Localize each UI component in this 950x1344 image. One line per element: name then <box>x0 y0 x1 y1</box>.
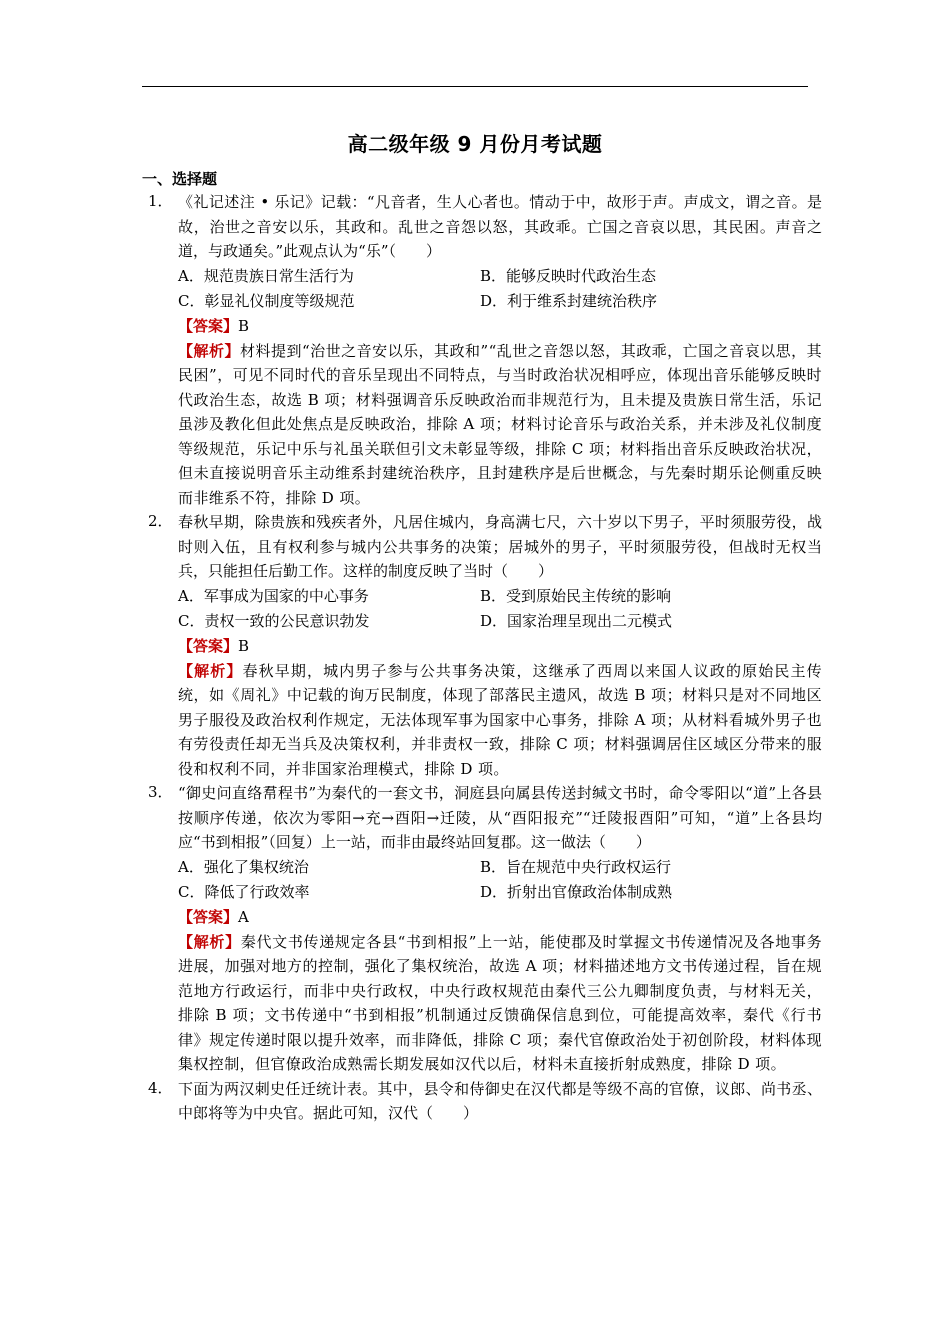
question-number: 2． <box>148 512 173 530</box>
question-number: 1． <box>148 192 173 210</box>
analysis-text: 春秋早期，城内男子参与公共事务决策，这继承了西周以来国人议政的原始民主传统，如《周礼》中记载的询万民制度，体现了部落民主遗风，故选 B 项；材料只是对不同地区男子服役及政治权利作规定，无法体现军事为国家中心事务，排除 A 项；从材料看城外男子也有劳役责任却无当兵及决策权利，并非责权一致，排除 C 项；材料强调居住区域区分带来的服役和权利不同，并非国家治理模式，排除 D 项。 <box>178 661 823 778</box>
question-1 <box>142 190 822 510</box>
section-heading: 一、选择题 <box>142 170 218 188</box>
analysis-tag: 【解析】 <box>178 661 243 680</box>
option-d: D．利于维系封建统治秩序 <box>480 291 658 310</box>
question-stem: 春秋早期，除贵族和残疾者外，凡居住城内，身高满七尺，六十岁以下男子，平时须服劳役，战时则入伍，且有权利参与城内公共事务的决策；居城外的男子，平时须服劳役，但战时无权当兵，只能担任后勤工作。这样的制度反映了当时（ ） <box>178 513 822 580</box>
question-4 <box>142 1077 822 1126</box>
answer-tag: 【答案】 <box>178 907 239 926</box>
answer-value: B <box>238 636 250 655</box>
option-d: D．国家治理呈现出二元模式 <box>480 611 673 630</box>
question-stem: 下面为两汉刺史任迁统计表。其中，县令和侍御史在汉代都是等级不高的官僚，议郎、尚书丞、中郎将等为中央官。据此可知，汉代（ ） <box>178 1079 822 1122</box>
question-2 <box>142 510 822 781</box>
question-list <box>142 190 822 1126</box>
option-c: C．责权一致的公民意识勃发 <box>178 611 370 630</box>
analysis-text: 秦代文书传递规定各县“书到相报”上一站，能使郡及时掌握文书传递情况及各地事务进展，加强对地方的控制，强化了集权统治，故选 A 项；材料描述地方文书传递过程，旨在规范地方行政运行，而非中央行政权，中央行政权规范由秦代三公九卿制度负责，与材料无关，排除 B 项；文书传递中“书到相报”机制通过反馈确保信息到位，可能提高效率，秦代《行书律》规定传递时限以提升效率，而非降低，排除 C 项；秦代官僚政治处于初创阶段，材料体现集权控制，但官僚政治成熟需长期发展如汉代以后，材料未直接折射成熟度，排除 D 项。 <box>178 932 822 1073</box>
answer-tag: 【答案】 <box>178 636 239 655</box>
option-c: C．降低了行政效率 <box>178 882 310 901</box>
answer-value: A <box>238 907 249 926</box>
analysis-paragraph <box>178 659 822 782</box>
question-stem: 《礼记述注 • 乐记》记载：“凡音者，生人心者也。情动于中，故形于声。声成文，谓之音。是故，治世之音安以乐，其政和。乱世之音怨以怒，其政乖。亡国之音哀以思，其民困。声音之道，与政通矣。”此观点认为“乐”（ ） <box>178 193 822 260</box>
option-list <box>178 264 822 314</box>
analysis-text: 材料提到“治世之音安以乐，其政和”“乱世之音怨以怒，其政乖，亡国之音哀以思，其民困”，可见不同时代的音乐呈现出不同特点，与当时政治状况相呼应，体现出音乐能够反映时代政治生态，故选 B 项；材料强调音乐反映政治而非规范行为，且未提及贵族日常生活，乐记虽涉及教化但此处焦点是反映政治，排除 A 项；材料讨论音乐与政治关系，并未涉及礼仪制度等级规范，乐记中乐与礼虽关联但引文未彰显等级，排除 C 项；材料指出音乐反映政治状况，但未直接说明音乐主动维系封建统治秩序，且封建秩序是后世概念，与先秦时期乐论侧重反映而非维系不符，排除 D 项。 <box>178 341 823 507</box>
option-a: A．军事成为国家的中心事务 <box>178 586 369 605</box>
analysis-paragraph <box>178 930 822 1077</box>
option-list <box>178 855 822 905</box>
question-3 <box>142 781 822 1077</box>
answer-tag: 【答案】 <box>178 316 239 335</box>
answer-line <box>178 314 822 339</box>
question-stem: “御史问直络帬程书”为秦代的一套文书，洞庭县向属县传送封缄文书时，命令零阳以“道”上各县按顺序传递，依次为零阳→充→酉阳→迁陵，从“酉阳报充”“迁陵报酉阳”可知，“道”上各县均应“书到相报”（回复）上一站，而非由最终站回复郡。这一做法（ ） <box>178 784 822 851</box>
question-number: 4． <box>148 1078 173 1097</box>
option-c: C．彰显礼仪制度等级规范 <box>178 291 355 310</box>
analysis-tag: 【解析】 <box>178 341 240 360</box>
option-list <box>178 584 822 634</box>
question-number: 3． <box>148 783 173 801</box>
option-a: A．规范贵族日常生活行为 <box>178 266 354 285</box>
page-title: 高二级年级 9 月份月考试题 <box>347 132 603 156</box>
header-rule <box>142 86 808 87</box>
answer-line <box>178 634 822 659</box>
option-d: D．折射出官僚政治体制成熟 <box>480 882 673 901</box>
option-b: B．受到原始民主传统的影响 <box>480 586 672 605</box>
option-b: B．旨在规范中央行政权运行 <box>480 857 672 876</box>
analysis-paragraph <box>178 339 822 511</box>
option-b: B．能够反映时代政治生态 <box>480 266 657 285</box>
analysis-tag: 【解析】 <box>178 932 241 951</box>
answer-value: B <box>238 316 250 335</box>
option-a: A．强化了集权统治 <box>178 857 309 876</box>
answer-line <box>178 905 822 930</box>
